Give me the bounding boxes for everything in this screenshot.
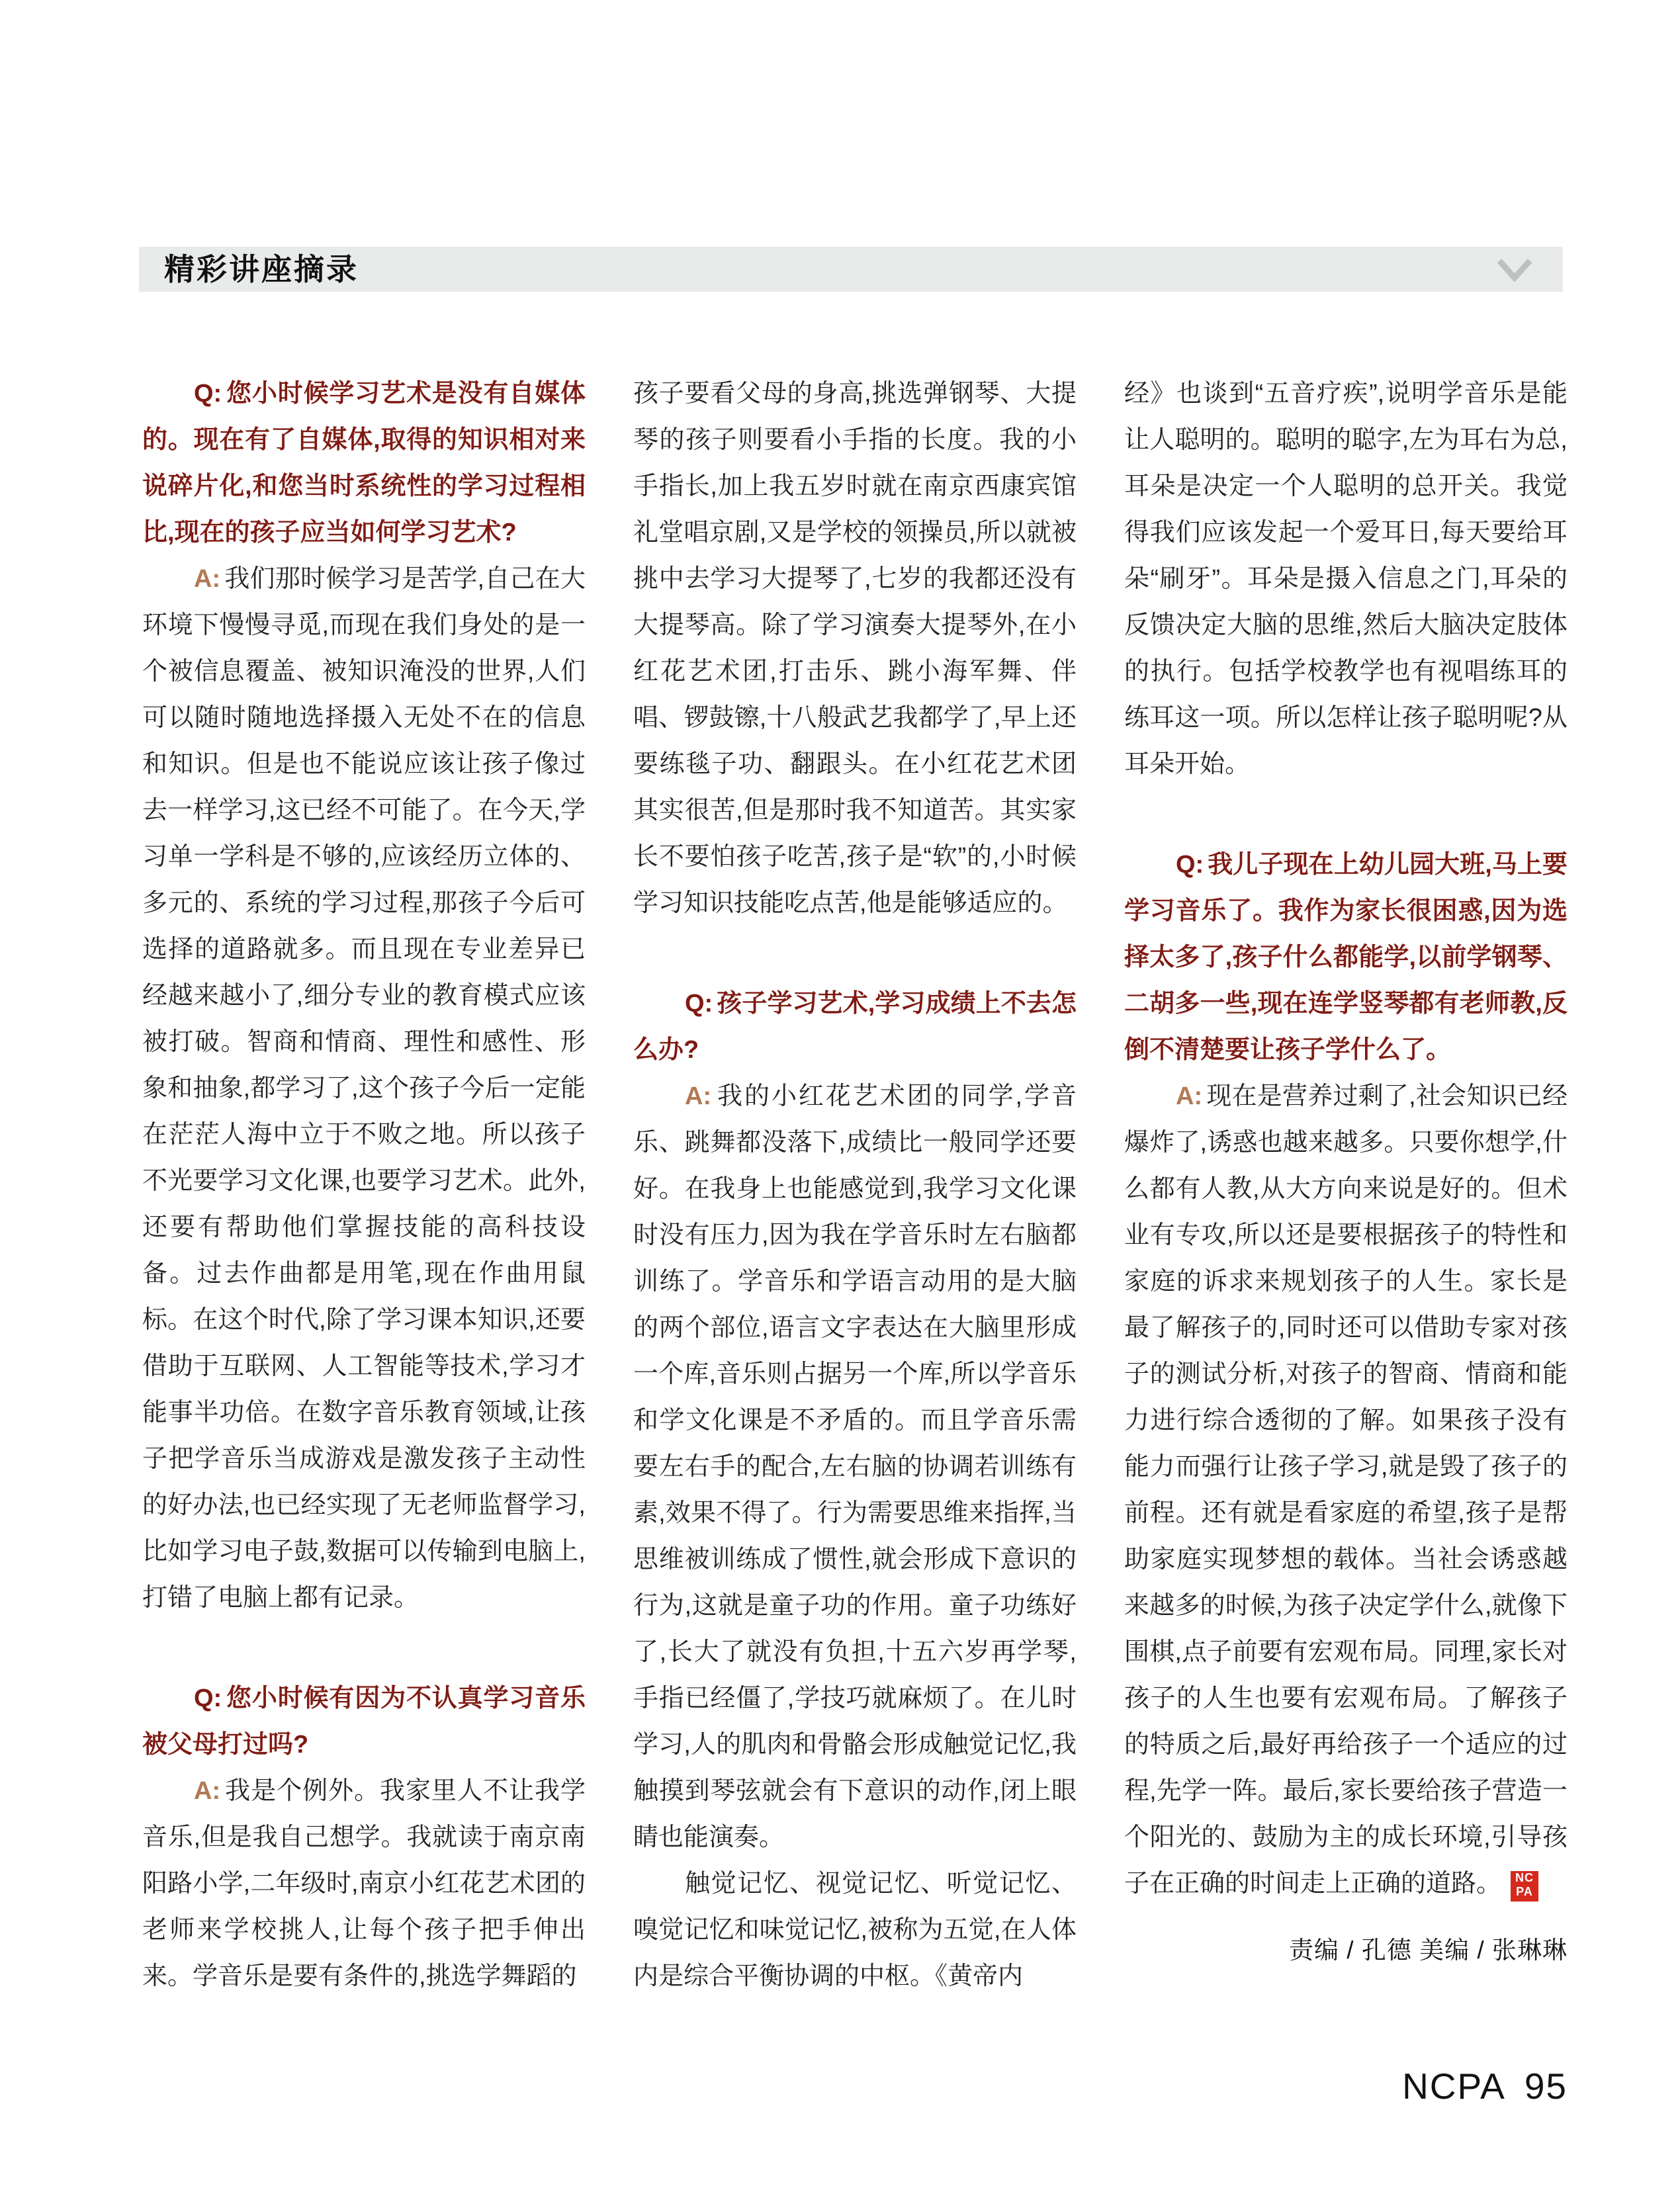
question-label: Q: xyxy=(194,380,222,408)
page-number: 95 xyxy=(1524,2066,1568,2107)
question-paragraph: Q: 您小时候学习艺术是没有自媒体的。现在有了自媒体,取得的知识相对来说碎片化,和您当时系统性的学习过程相比,现在的孩子应当如何学习艺术? xyxy=(142,380,586,547)
question-paragraph: Q: 孩子学习艺术,学习成绩上不去怎么办? xyxy=(633,990,1077,1064)
text-column-3 xyxy=(1124,371,1568,1999)
answer-label: A: xyxy=(1176,1082,1203,1110)
answer-paragraph: A: 我的小红花艺术团的同学,学音乐、跳舞都没落下,成绩比一般同学还要好。在我身上也能感觉到,我学习文化课时没有压力,因为我在学音乐时左右脑都训练了。学音乐和学语言动用的是大脑的两个部位,语言文字表达在大脑里形成一个库,音乐则占据另一个库,所以学音乐和学文化课是不矛盾的。而且学音乐需要左右手的配合,左右脑的协调若训练有素,效果不得了。行为需要思维来指挥,当思维被训练成了惯性,就会形成下意识的行为,这就是童子功的作用。童子功练好了,长大了就没有负担,十五六岁再学琴,手指已经僵了,学技巧就麻烦了。在儿时学习,人的肌肉和骨骼会形成触觉记忆,我触摸到琴弦就会有下意识的动作,闭上眼睛也能演奏。 xyxy=(633,1082,1077,1851)
ncpa-end-mark-icon: NC PA xyxy=(1511,1871,1538,1902)
answer-label: A: xyxy=(194,565,221,593)
answer-label: A: xyxy=(685,1082,712,1110)
continuation-paragraph: 孩子要看父母的身高,挑选弹钢琴、大提琴的孩子则要看小手指的长度。我的小手指长,加上我五岁时就在南京西康宾馆礼堂唱京剧,又是学校的领操员,所以就被挑中去学习大提琴了,七岁的我都还没有大提琴高。除了学习演奏大提琴外,在小红花艺术团,打击乐、跳小海军舞、伴唱、锣鼓镲,十八般武艺我都学了,早上还要练毯子功、翻跟头。在小红花艺术团其实很苦,但是那时我不知道苦。其实家长不要怕孩子吃苦,孩子是“软”的,小时候学习知识技能吃点苦,他是能够适应的。 xyxy=(633,380,1077,917)
page-footer xyxy=(1402,2067,1568,2105)
continuation-paragraph: 经》也谈到“五音疗疾”,说明学音乐是能让人聪明的。聪明的聪字,左为耳右为总,耳朵是决定一个人聪明的总开关。我觉得我们应该发起一个爱耳日,每天要给耳朵“刷牙”。耳朵是摄入信息之门,耳朵的反馈决定大脑的思维,然后大脑决定肢体的执行。包括学校教学也有视唱练耳的练耳这一项。所以怎样让孩子聪明呢?从耳朵开始。 xyxy=(1124,380,1568,778)
question-paragraph: Q: 我儿子现在上幼儿园大班,马上要学习音乐了。我作为家长很困惑,因为选择太多了,孩子什么都能学,以前学钢琴、二胡多一些,现在连学竖琴都有老师教,反倒不清楚要让孩子学什么了。 xyxy=(1124,851,1568,1064)
footer-brand: NCPA xyxy=(1402,2066,1506,2107)
answer-paragraph: A: 我们那时候学习是苦学,自己在大环境下慢慢寻觅,而现在我们身处的是一个被信息覆盖、被知识淹没的世界,人们可以随时随地选择摄入无处不在的信息和知识。但是也不能说应该让孩子像过去一样学习,这已经不可能了。在今天,学习单一学科是不够的,应该经历立体的、多元的、系统的学习过程,那孩子今后可选择的道路就多。而且现在专业差异已经越来越小了,细分专业的教育模式应该被打破。智商和情商、理性和感性、形象和抽象,都学习了,这个孩子今后一定能在茫茫人海中立于不败之地。所以孩子不光要学习文化课,也要学习艺术。此外,还要有帮助他们掌握技能的高科技设备。过去作曲都是用笔,现在作曲用鼠标。在这个时代,除了学习课本知识,还要借助于互联网、人工智能等技术,学习才能事半功倍。在数字音乐教育领域,让孩子把学音乐当成游戏是激发孩子主动性的好办法,也已经实现了无老师监督学习,比如学习电子鼓,数据可以传输到电脑上,打错了电脑上都有记录。 xyxy=(142,565,586,1612)
section-header-band xyxy=(139,247,1563,292)
article-columns xyxy=(142,371,1568,1999)
text-column-2 xyxy=(633,371,1077,1999)
chevron-down-icon xyxy=(1497,258,1532,282)
question-paragraph: Q: 您小时候有因为不认真学习音乐被父母打过吗? xyxy=(142,1685,586,1759)
question-label: Q: xyxy=(194,1685,222,1712)
question-label: Q: xyxy=(1176,851,1204,879)
text-column-1 xyxy=(142,371,586,1999)
body-paragraph: 触觉记忆、视觉记忆、听觉记忆、嗅觉记忆和味觉记忆,被称为五觉,在人体内是综合平衡协调的中枢。《黄帝内 xyxy=(633,1870,1077,1990)
editor-credit: 责编 / 孔德 美编 / 张琳琳 xyxy=(1289,1937,1568,1964)
question-label: Q: xyxy=(685,990,713,1018)
section-title: 精彩讲座摘录 xyxy=(164,252,359,286)
answer-paragraph: A: 现在是营养过剩了,社会知识已经爆炸了,诱惑也越来越多。只要你想学,什么都有人教,从大方向来说是好的。但术业有专攻,所以还是要根据孩子的特性和家庭的诉求来规划孩子的人生。家长是最了解孩子的,同时还可以借助专家对孩子的测试分析,对孩子的智商、情商和能力进行综合透彻的了解。如果孩子没有能力而强行让孩子学习,就是毁了孩子的前程。还有就是看家庭的希望,孩子是帮助家庭实现梦想的载体。当社会诱惑越来越多的时候,为孩子决定学什么,就像下围棋,点子前要有宏观布局。同理,家长对孩子的人生也要有宏观布局。了解孩子的特质之后,最好再给孩子一个适应的过程,先学一阵。最后,家长要给孩子营造一个阳光的、鼓励为主的成长环境,引导孩子在正确的时间走上正确的道路。 NC PA xyxy=(1124,1073,1568,1907)
answer-paragraph: A: 我是个例外。我家里人不让我学音乐,但是我自己想学。我就读于南京南阳路小学,二年级时,南京小红花艺术团的老师来学校挑人,让每个孩子把手伸出来。学音乐是要有条件的,挑选学舞蹈的 xyxy=(142,1777,586,1990)
answer-label: A: xyxy=(194,1777,221,1805)
